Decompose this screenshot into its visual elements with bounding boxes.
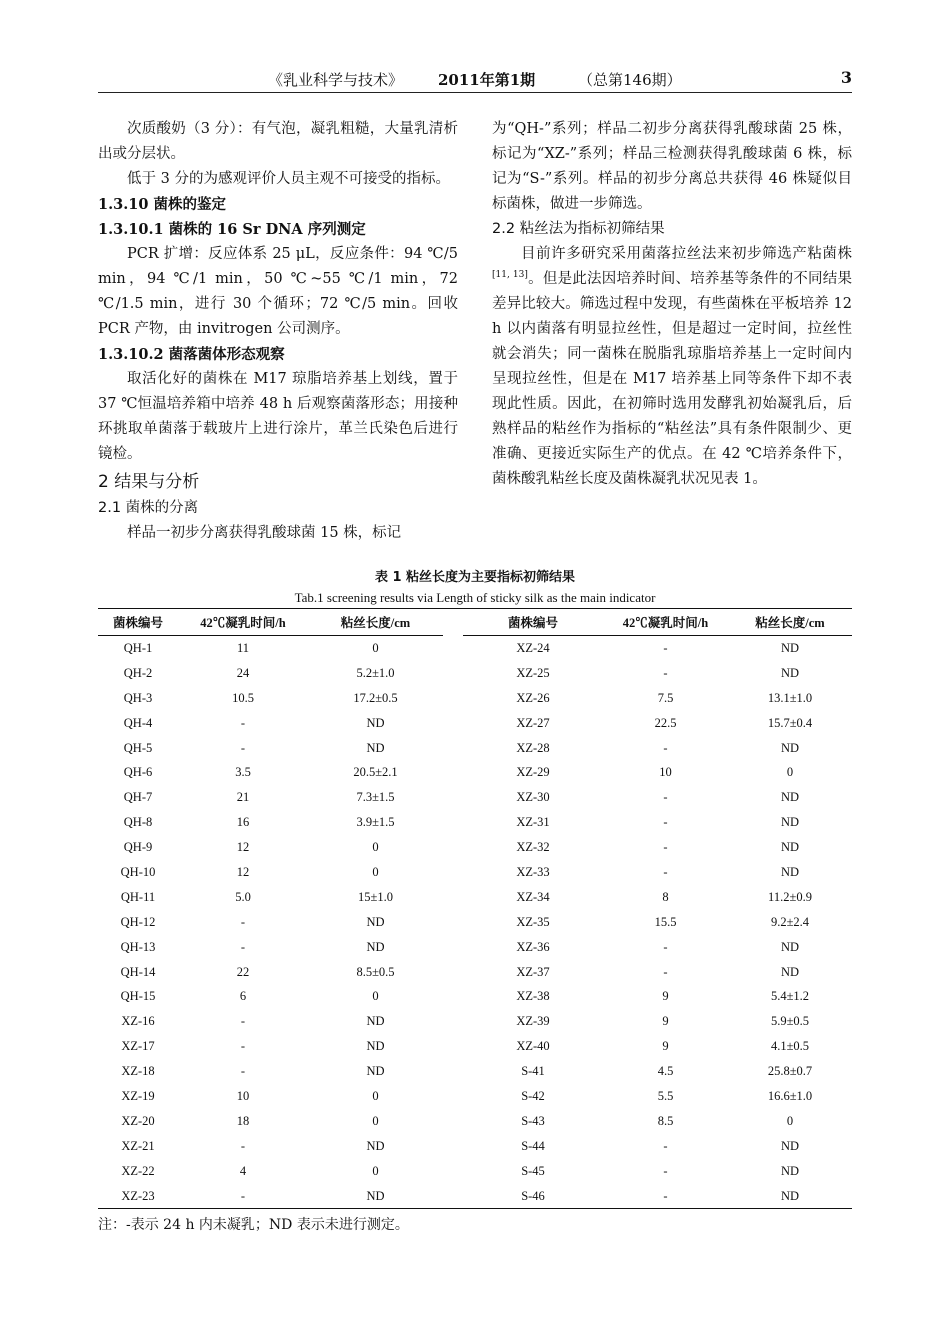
section-heading: 1.3.10.1 菌株的 16 Sr DNA 序列测定 [98, 221, 366, 238]
citation: [11, 13] [492, 270, 528, 281]
column-gap [443, 1009, 463, 1034]
column-gap [443, 810, 463, 835]
table-cell: S-41 [521, 1064, 545, 1079]
table-row [98, 1034, 852, 1059]
table-cell: - [240, 740, 246, 755]
column-gap [443, 1084, 463, 1109]
table-cell: XZ-19 [121, 1088, 155, 1103]
table-cell: XZ-40 [516, 1039, 550, 1054]
table-row [98, 984, 852, 1009]
results-table [98, 608, 852, 1209]
table-cell: ND [366, 1039, 385, 1054]
table-row [98, 1184, 852, 1209]
table-cell: 0 [786, 1113, 794, 1128]
table-cell: 17.2±0.5 [353, 690, 398, 705]
page-number: 3 [840, 68, 852, 87]
table-cell: S-44 [521, 1138, 545, 1153]
table-cell: XZ-16 [121, 1014, 155, 1029]
table-cell: XZ-18 [121, 1064, 155, 1079]
table-cell: XZ-36 [516, 939, 550, 954]
column-gap [443, 736, 463, 761]
column-gap [443, 661, 463, 686]
journal-name: 《乳业科学与技术》 [268, 71, 404, 89]
table-cell: ND [366, 715, 385, 730]
table-cell: ND [780, 840, 800, 855]
table-cell: XZ-23 [98, 1184, 178, 1209]
table-cell: 12 [236, 864, 250, 879]
left-column [98, 117, 458, 546]
table-cell: 7.5 [657, 690, 674, 705]
table-cell: XZ-33 [516, 864, 550, 879]
table-cell: ND [366, 1138, 385, 1153]
table-cell: - [240, 1039, 246, 1054]
column-header: 粘丝长度/cm [308, 609, 443, 636]
right-column [492, 117, 852, 492]
table-cell: - [663, 815, 668, 830]
column-gap [443, 686, 463, 711]
table-cell: 9.2±2.4 [770, 914, 810, 929]
table-header-row [98, 609, 852, 636]
table-cell: 0 [372, 1088, 379, 1103]
table-cell: QH-11 [120, 889, 156, 904]
table-cell: XZ-29 [516, 765, 550, 780]
table-row [98, 785, 852, 810]
table-cell: 16 [236, 815, 250, 830]
table-cell: XZ-24 [516, 640, 550, 655]
table-cell: ND [780, 1138, 800, 1153]
table-cell: XZ-26 [516, 690, 550, 705]
table-cell: - [663, 665, 668, 680]
table-cell: S-46 [463, 1184, 603, 1209]
table-cell: 6 [239, 989, 247, 1004]
table-cell: S-45 [521, 1163, 545, 1178]
table-cell: - [663, 1163, 668, 1178]
paragraph: 次质酸奶（3 分）：有气泡，凝乳粗糙，大量乳清析出或分层状。 [98, 121, 458, 162]
column-gap [443, 835, 463, 860]
table-row [98, 736, 852, 761]
table-cell: 0 [786, 765, 794, 780]
table-cell: QH-7 [123, 790, 153, 805]
table-row [98, 1009, 852, 1034]
table-cell: - [663, 840, 668, 855]
table-row [98, 1134, 852, 1159]
table-cell: QH-5 [123, 740, 153, 755]
column-gap [443, 1159, 463, 1184]
table-cell: 8.5 [657, 1113, 674, 1128]
table-cell: ND [780, 1163, 800, 1178]
table-cell: 9 [662, 989, 669, 1004]
table-cell: 13.1±1.0 [767, 690, 813, 705]
table-cell: XZ-21 [121, 1138, 155, 1153]
table-cell: - [663, 864, 668, 879]
table-cell: QH-12 [120, 914, 156, 929]
column-gap [443, 711, 463, 736]
table-cell: ND [366, 1014, 385, 1029]
table-cell: - [240, 715, 246, 730]
table-cell: XZ-37 [516, 964, 550, 979]
table-cell: ND [366, 939, 385, 954]
paragraph-text: 目前许多研究采用菌落拉丝法来初步筛选产粘菌株 [521, 246, 852, 262]
paragraph: 低于 3 分的为感观评价人员主观不可接受的指标。 [127, 171, 450, 187]
table-cell: 24 [236, 665, 250, 680]
column-gap [443, 885, 463, 910]
table-cell: QH-8 [123, 815, 153, 830]
table-cell: 3.5 [235, 765, 251, 780]
table-cell: QH-9 [123, 840, 153, 855]
table-cell: - [663, 964, 668, 979]
table-cell: - [663, 740, 668, 755]
table-cell: QH-1 [123, 640, 153, 655]
table-cell: QH-13 [120, 939, 156, 954]
column-gap [443, 609, 463, 636]
table-cell: 10 [236, 1088, 250, 1103]
table-cell: QH-14 [120, 964, 156, 979]
table-cell: 4.1±0.5 [770, 1039, 810, 1054]
table-row [98, 1109, 852, 1134]
table-row [98, 1084, 852, 1109]
table-cell: 9 [662, 1039, 669, 1054]
table-cell: ND [780, 740, 800, 755]
paragraph [492, 242, 852, 492]
table-cell: XZ-25 [516, 665, 550, 680]
table-cell: ND [366, 740, 385, 755]
table-cell: ND [366, 914, 385, 929]
column-gap [443, 1059, 463, 1084]
table-cell: XZ-39 [516, 1014, 550, 1029]
paragraph: PCR 扩增：反应体系 25 μL，反应条件：94 ℃/5 min，94 ℃/1 min，50 ℃~55 ℃/1 min，72 ℃/1.5 min，进行 30 个循环；72 ℃/5 min。回收 PCR 产物，由 invitrogen 公司测序。 [98, 246, 458, 337]
table-cell: ND [308, 1184, 443, 1209]
table-cell: 5.2±1.0 [356, 665, 395, 680]
table-cell: 18 [236, 1113, 250, 1128]
table-cell: 25.8±0.7 [767, 1064, 813, 1079]
table-cell: 22.5 [654, 715, 677, 730]
table-note: 注：-表示 24 h 内未凝乳；ND 表示未进行测定。 [98, 1217, 409, 1233]
section-heading: 1.3.10 菌株的鉴定 [98, 196, 227, 213]
table-cell: 0 [372, 640, 379, 655]
table-row [98, 885, 852, 910]
table-cell: 5.0 [235, 889, 251, 904]
table-cell: 9 [662, 1014, 669, 1029]
table-cell: 20.5±2.1 [353, 765, 398, 780]
table-cell: XZ-28 [516, 740, 550, 755]
table-cell: S-42 [521, 1088, 545, 1103]
section-heading: 2.2 粘丝法为指标初筛结果 [492, 221, 665, 237]
table-cell: XZ-38 [516, 989, 550, 1004]
table-cell: 15±1.0 [358, 889, 393, 904]
paragraph-text: 。但是此法因培养时间、培养基等条件的不同结果差异比较大。筛选过程中发现，有些菌株在平板培养 12 h 以内菌落有明显拉丝性，但是超过一定时间，拉丝性就会消失；同一菌株在脱脂乳琼脂培养基上一定时间内呈现拉丝性，但是在 M17 培养基上同等条件下却不表现此性质。因此，在初筛时选用发酵乳初始凝乳后，后熟样品的粘丝作为指标的“粘丝法”具有条件限制少、更准确、更接近实际生产的优点。在 42 ℃培养条件下，菌株酸乳粘丝长度及菌株凝乳状况见表 1。 [492, 271, 853, 487]
table-cell: QH-15 [120, 989, 156, 1004]
table-row [98, 661, 852, 686]
table-cell: XZ-35 [516, 914, 550, 929]
table-row [98, 860, 852, 885]
column-gap [443, 984, 463, 1009]
table-cell: 10.5 [232, 690, 254, 705]
column-header: 42℃凝乳时间/h [178, 609, 308, 636]
table-cell: XZ-22 [121, 1163, 155, 1178]
table-cell: 8 [662, 889, 669, 904]
table-cell: QH-4 [123, 715, 153, 730]
table-cell: 15.5 [654, 914, 677, 929]
table-row [98, 960, 852, 985]
table-cell: 8.5±0.5 [356, 964, 395, 979]
table-cell: 11.2±0.9 [768, 889, 812, 904]
table-cell: ND [728, 1184, 852, 1209]
paragraph: 取活化好的菌株在 M17 琼脂培养基上划线，置于 37 ℃恒温培养箱中培养 48 h 后观察菌落形态；用接种环挑取单菌落于载玻片上进行涂片，革兰氏染色后进行镜检。 [98, 371, 458, 462]
column-gap [443, 785, 463, 810]
table-cell: - [663, 790, 668, 805]
table-cell: - [178, 1184, 308, 1209]
table-cell: QH-2 [123, 665, 153, 680]
column-gap [443, 960, 463, 985]
table-row [98, 1159, 852, 1184]
table-cell: ND [780, 964, 800, 979]
table-cell: - [663, 640, 668, 655]
column-header: 菌株编号 [463, 609, 603, 636]
table-cell: XZ-31 [516, 815, 550, 830]
table-cell: - [240, 914, 246, 929]
column-header: 42℃凝乳时间/h [603, 609, 728, 636]
table-cell: XZ-34 [516, 889, 550, 904]
table-cell: ND [780, 939, 800, 954]
paragraph: 为“QH-”系列；样品二初步分离获得乳酸球菌 25 株，标记为“XZ-”系列；样品三检测获得乳酸球菌 6 株，标记为“S-”系列。样品的初步分离总共获得 46 株疑似目标菌株，做进一步筛选。 [492, 121, 852, 212]
table-cell: 0 [372, 1113, 379, 1128]
table-cell: 21 [236, 790, 250, 805]
table-cell: - [603, 1184, 728, 1209]
table-row [98, 1059, 852, 1084]
column-gap [443, 1034, 463, 1059]
table-caption-cn: 表 1 粘丝长度为主要指标初筛结果 [374, 570, 576, 585]
table-cell: XZ-27 [516, 715, 550, 730]
table-cell: - [240, 1014, 246, 1029]
table-cell: 16.6±1.0 [767, 1088, 813, 1103]
table-row [98, 686, 852, 711]
table-cell: 0 [372, 1163, 379, 1178]
table-row [98, 636, 852, 661]
section-heading: 2 结果与分析 [98, 472, 200, 492]
table-cell: QH-6 [123, 765, 153, 780]
paragraph: 样品一初步分离获得乳酸球菌 15 株，标记 [127, 525, 402, 541]
column-header: 粘丝长度/cm [728, 609, 852, 636]
table-cell: 12 [236, 840, 250, 855]
table-cell: QH-3 [123, 690, 153, 705]
running-header [98, 66, 852, 93]
table-cell: 5.5 [657, 1088, 674, 1103]
table-cell: ND [366, 1064, 385, 1079]
table-cell: XZ-32 [516, 840, 550, 855]
table-cell: 0 [372, 864, 379, 879]
table-caption-en: Tab.1 screening results via Length of sticky silk as the main indicator [294, 590, 656, 605]
table-cell: XZ-30 [516, 790, 550, 805]
column-gap [443, 1109, 463, 1134]
table-row [98, 760, 852, 785]
table-row [98, 910, 852, 935]
column-header: 菌株编号 [98, 609, 178, 636]
table-cell: 4 [239, 1163, 247, 1178]
table-cell: - [240, 1138, 246, 1153]
table-cell: QH-10 [120, 864, 156, 879]
column-gap [443, 1134, 463, 1159]
table-cell: - [240, 1064, 246, 1079]
table-row [98, 835, 852, 860]
column-gap [443, 935, 463, 960]
table-cell: XZ-20 [121, 1113, 155, 1128]
table-cell: ND [780, 640, 800, 655]
table-cell: - [663, 1138, 668, 1153]
table-cell: 22 [236, 964, 250, 979]
table-cell: - [663, 939, 668, 954]
table-cell: 15.7±0.4 [767, 715, 813, 730]
table-cell: 5.4±1.2 [770, 989, 810, 1004]
issue-label: 2011年第1期 [438, 71, 536, 89]
table-cell: 3.9±1.5 [356, 815, 395, 830]
table-cell: ND [780, 790, 800, 805]
section-heading: 2.1 菌株的分离 [98, 500, 199, 516]
table-cell: 5.9±0.5 [770, 1014, 810, 1029]
table-row [98, 711, 852, 736]
table-cell: 7.3±1.5 [356, 790, 395, 805]
table-cell: - [240, 939, 246, 954]
section-heading: 1.3.10.2 菌落菌体形态观察 [98, 346, 285, 363]
column-gap [443, 860, 463, 885]
table-cell: 0 [372, 840, 379, 855]
column-gap [443, 910, 463, 935]
column-gap [443, 760, 463, 785]
table-cell: S-43 [521, 1113, 545, 1128]
table-cell: 11 [236, 640, 250, 655]
table-cell: ND [780, 665, 800, 680]
table-cell: 0 [372, 989, 379, 1004]
column-gap [443, 1184, 463, 1209]
total-issue-label: （总第146期） [578, 71, 682, 89]
table-cell: 10 [659, 765, 672, 780]
table-cell: XZ-17 [121, 1039, 155, 1054]
table-cell: ND [780, 815, 800, 830]
table-row [98, 935, 852, 960]
column-gap [443, 636, 463, 661]
table-cell: ND [780, 864, 800, 879]
table-row [98, 810, 852, 835]
table-cell: 4.5 [657, 1064, 674, 1079]
